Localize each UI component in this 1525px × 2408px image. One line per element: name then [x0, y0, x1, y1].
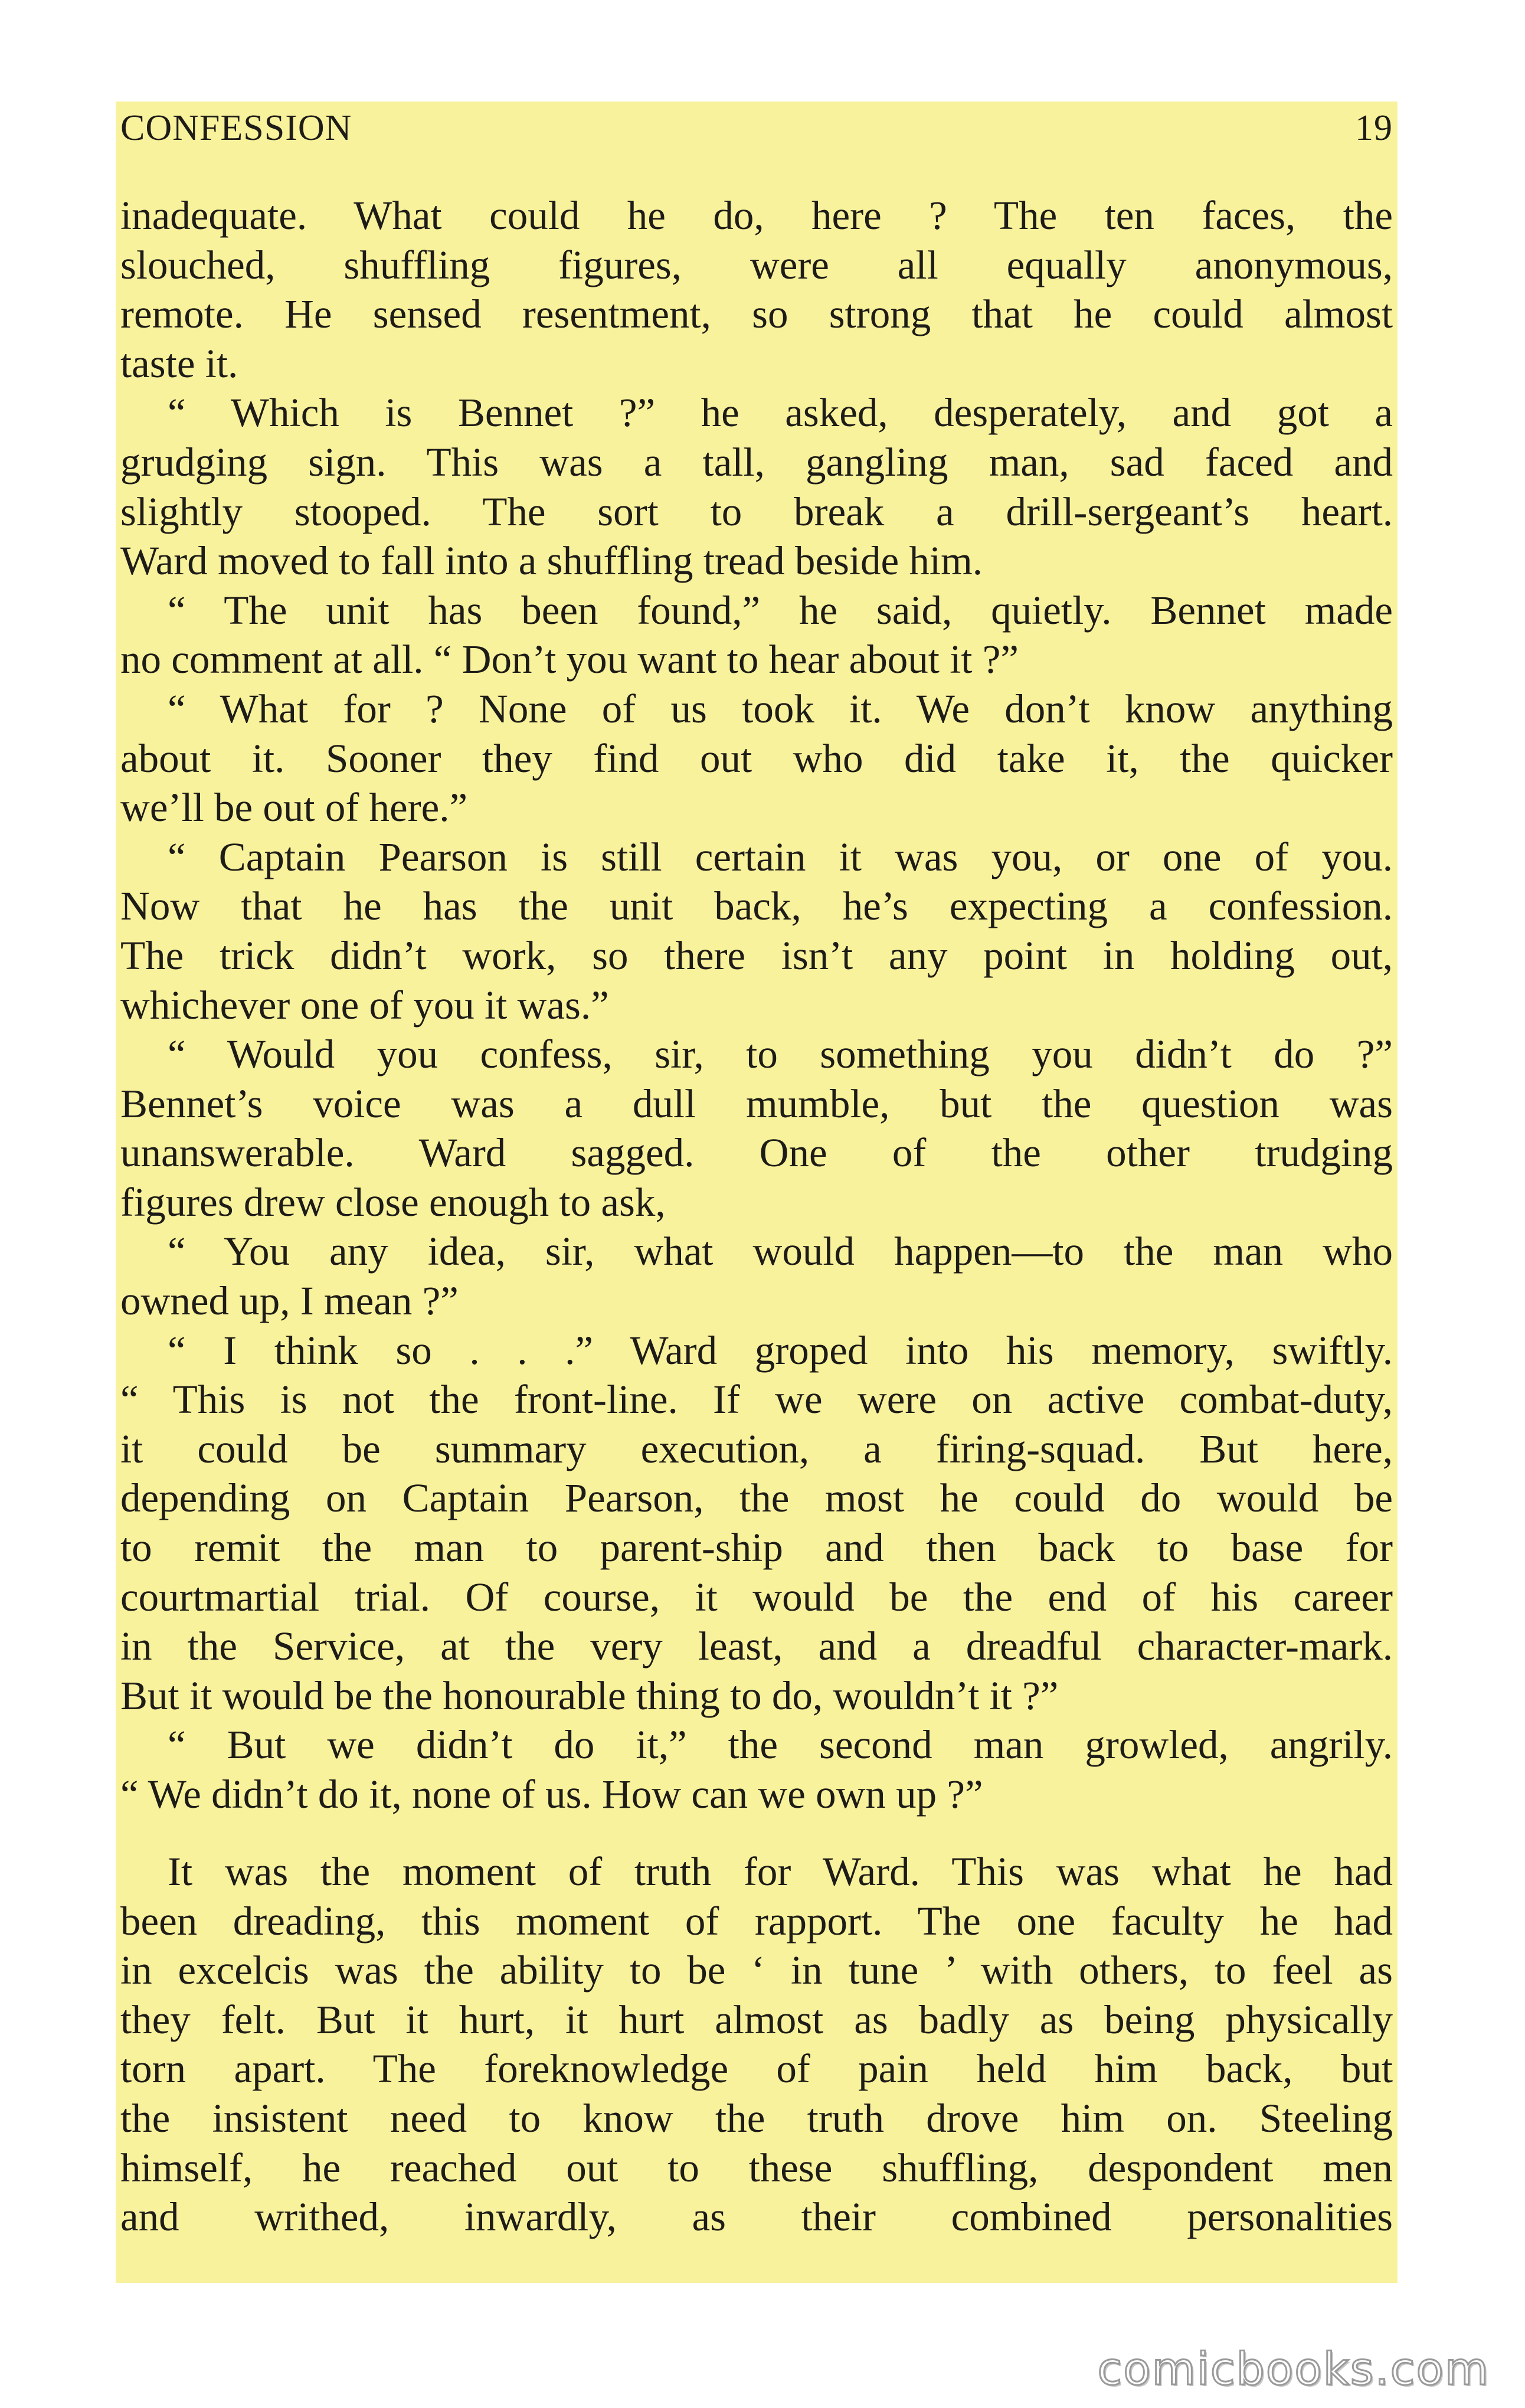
text-line: and writhed, inwardly, as their combined personalities	[120, 2194, 1393, 2240]
page-number: 19	[1355, 108, 1393, 148]
text-line: depending on Captain Pearson, the most he could do would be	[120, 1475, 1393, 1521]
text-line: “ Would you confess, sir, to something you didn’t do ?”	[168, 1032, 1393, 1077]
text-line: remote. He sensed resentment, so strong that he could almost	[120, 292, 1393, 337]
text-line: whichever one of you it was.”	[120, 982, 609, 1028]
text-line: in excelcis was the ability to be ‘ in tune ’ with others, to feel as	[120, 1948, 1393, 1993]
text-line: Now that he has the unit back, he’s expecting a confession.	[120, 884, 1393, 929]
running-title: CONFESSION	[120, 108, 352, 148]
text-line: “ Captain Pearson is still certain it was you, or one of you.	[168, 834, 1393, 879]
text-line: slightly stooped. The sort to break a drill-sergeant’s heart.	[120, 489, 1393, 534]
body-text-block	[120, 191, 1393, 1820]
text-line: torn apart. The foreknowledge of pain held him back, but	[120, 2046, 1393, 2092]
text-line: himself, he reached out to these shuffling, despondent men	[120, 2145, 1393, 2190]
text-line: “ What for ? None of us took it. We don’t know anything	[168, 686, 1393, 731]
text-line: courtmartial trial. Of course, it would be the end of his career	[120, 1574, 1393, 1619]
text-line: But it would be the honourable thing to do, wouldn’t it ?”	[120, 1673, 1059, 1718]
text-line: “ The unit has been found,” he said, quietly. Bennet made	[168, 587, 1393, 633]
text-line: in the Service, at the very least, and a dreadful character-mark.	[120, 1624, 1393, 1669]
book-page	[116, 102, 1398, 2283]
body-text-block	[120, 1847, 1393, 2242]
text-line: figures drew close enough to ask,	[120, 1179, 666, 1225]
text-line: “ But we didn’t do it,” the second man growled, angrily.	[168, 1722, 1393, 1768]
text-line: “ You any idea, sir, what would happen—to the man who	[168, 1229, 1393, 1274]
text-line: to remit the man to parent-ship and then back to base for	[120, 1525, 1393, 1571]
text-line: “ I think so . . .” Ward groped into his memory, swiftly.	[168, 1327, 1393, 1373]
text-line: no comment at all. “ Don’t you want to hear about it ?”	[120, 637, 1019, 682]
text-line: inadequate. What could he do, here ? The ten faces, the	[120, 193, 1393, 238]
site-watermark: comicbooks.com	[1097, 2342, 1490, 2395]
text-line: it could be summary execution, a firing-squad. But here,	[120, 1426, 1393, 1471]
text-line: The trick didn’t work, so there isn’t any point in holding out,	[120, 933, 1393, 978]
page-header	[120, 102, 1393, 155]
text-line: It was the moment of truth for Ward. This was what he had	[168, 1849, 1393, 1894]
text-line: unanswerable. Ward sagged. One of the other trudging	[120, 1130, 1393, 1176]
text-line: “ Which is Bennet ?” he asked, desperately, and got a	[168, 390, 1393, 436]
text-line: been dreading, this moment of rapport. The one faculty he had	[120, 1898, 1393, 1944]
text-line: slouched, shuffling figures, were all equally anonymous,	[120, 242, 1393, 287]
text-line: we’ll be out of here.”	[120, 785, 468, 830]
text-line: the insistent need to know the truth drove him on. Steeling	[120, 2095, 1393, 2141]
text-line: Bennet’s voice was a dull mumble, but the question was	[120, 1081, 1393, 1126]
text-line: taste it.	[120, 341, 238, 386]
text-line: about it. Sooner they find out who did take it, the quicker	[120, 735, 1393, 781]
text-line: Ward moved to fall into a shuffling tread beside him.	[120, 538, 983, 584]
text-line: owned up, I mean ?”	[120, 1278, 459, 1324]
text-line: grudging sign. This was a tall, gangling man, sad faced and	[120, 439, 1393, 485]
text-line: they felt. But it hurt, it hurt almost as badly as being physically	[120, 1997, 1393, 2042]
text-line: “ This is not the front-line. If we were on active combat-duty,	[120, 1377, 1393, 1422]
text-line: “ We didn’t do it, none of us. How can we own up ?”	[120, 1772, 983, 1817]
